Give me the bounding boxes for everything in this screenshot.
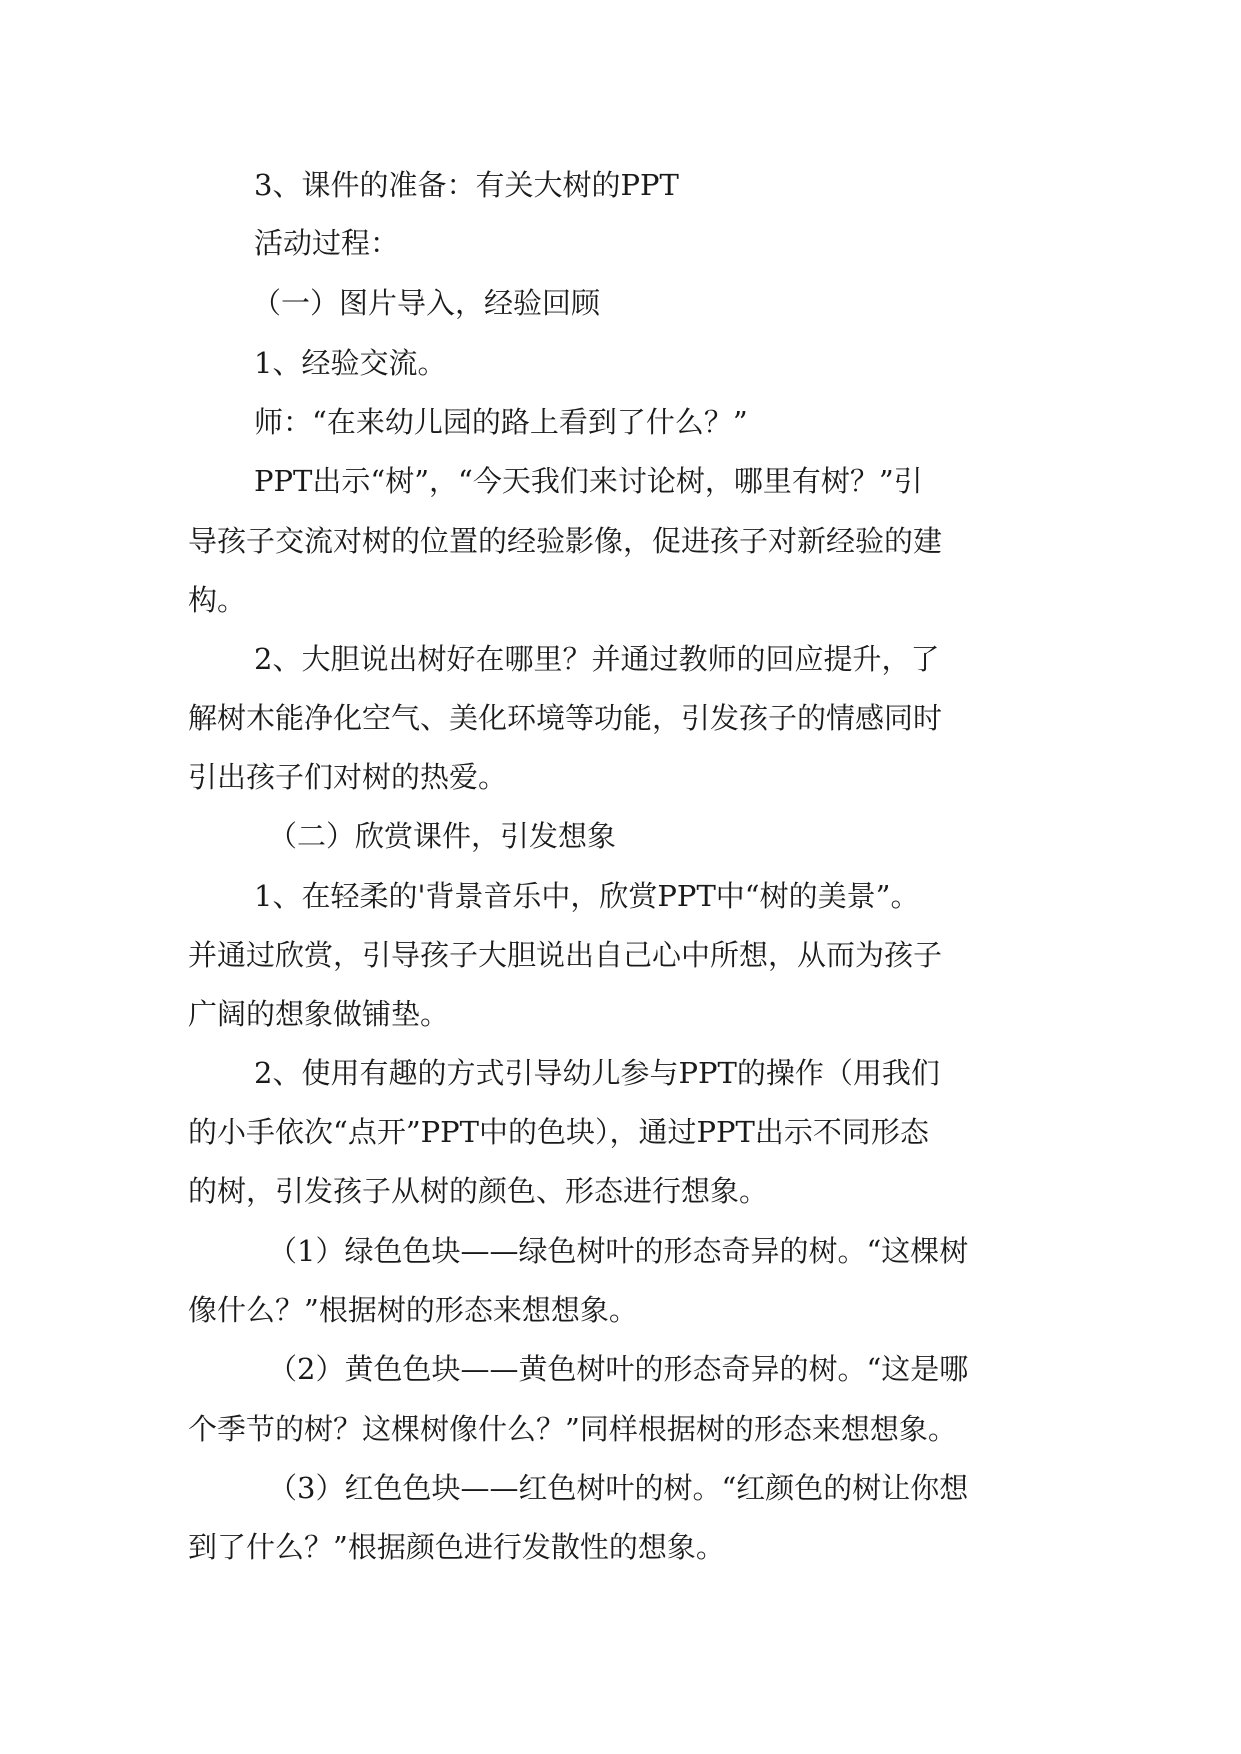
paragraph-line: 2、大胆说出树好在哪里？并通过教师的回应提升，了	[254, 642, 940, 676]
paragraph-line: 2、使用有趣的方式引导幼儿参与PPT的操作（用我们	[254, 1056, 940, 1090]
paragraph-line: 导孩子交流对树的位置的经验影像，促进孩子对新经验的建	[188, 524, 943, 558]
paragraph-line: 构。	[188, 583, 247, 617]
paragraph-line: （2）黄色色块——黄色树叶的形态奇异的树。“这是哪	[268, 1352, 969, 1386]
text-line: 师：“在来幼儿园的路上看到了什么？”	[254, 405, 748, 439]
paragraph-line: 解树木能净化空气、美化环境等功能，引发孩子的情感同时	[188, 701, 943, 735]
paragraph-line: 的小手依次“点开”PPT中的色块），通过PPT出示不同形态	[188, 1115, 929, 1149]
paragraph-line: （3）红色色块——红色树叶的树。“红颜色的树让你想	[268, 1471, 969, 1505]
paragraph-line: 广阔的想象做铺垫。	[188, 997, 450, 1031]
paragraph-line: 像什么？”根据树的形态来想想象。	[188, 1293, 638, 1327]
paragraph-line: 个季节的树？这棵树像什么？”同样根据树的形态来想想象。	[188, 1412, 957, 1446]
subsection-heading: （二）欣赏课件，引发想象	[268, 819, 617, 853]
paragraph-line: 引出孩子们对树的热爱。	[188, 760, 508, 794]
paragraph-line: 的树，引发孩子从树的颜色、形态进行想象。	[188, 1174, 769, 1208]
subsection-heading: （一）图片导入，经验回顾	[252, 286, 601, 320]
paragraph-line: PPT出示“树”，“今天我们来讨论树，哪里有树？”引	[254, 464, 923, 498]
paragraph-line: 并通过欣赏，引导孩子大胆说出自己心中所想，从而为孩子	[188, 938, 943, 972]
text-line: 3、课件的准备：有关大树的PPT	[254, 168, 679, 202]
paragraph-line: 到了什么？”根据颜色进行发散性的想象。	[188, 1530, 725, 1564]
text-line: 1、经验交流。	[254, 346, 447, 380]
paragraph-line: （1）绿色色块——绿色树叶的形态奇异的树。“这棵树	[268, 1234, 969, 1268]
paragraph-line: 1、在轻柔的'背景音乐中，欣赏PPT中“树的美景”。	[254, 879, 920, 913]
section-heading: 活动过程：	[254, 226, 400, 260]
